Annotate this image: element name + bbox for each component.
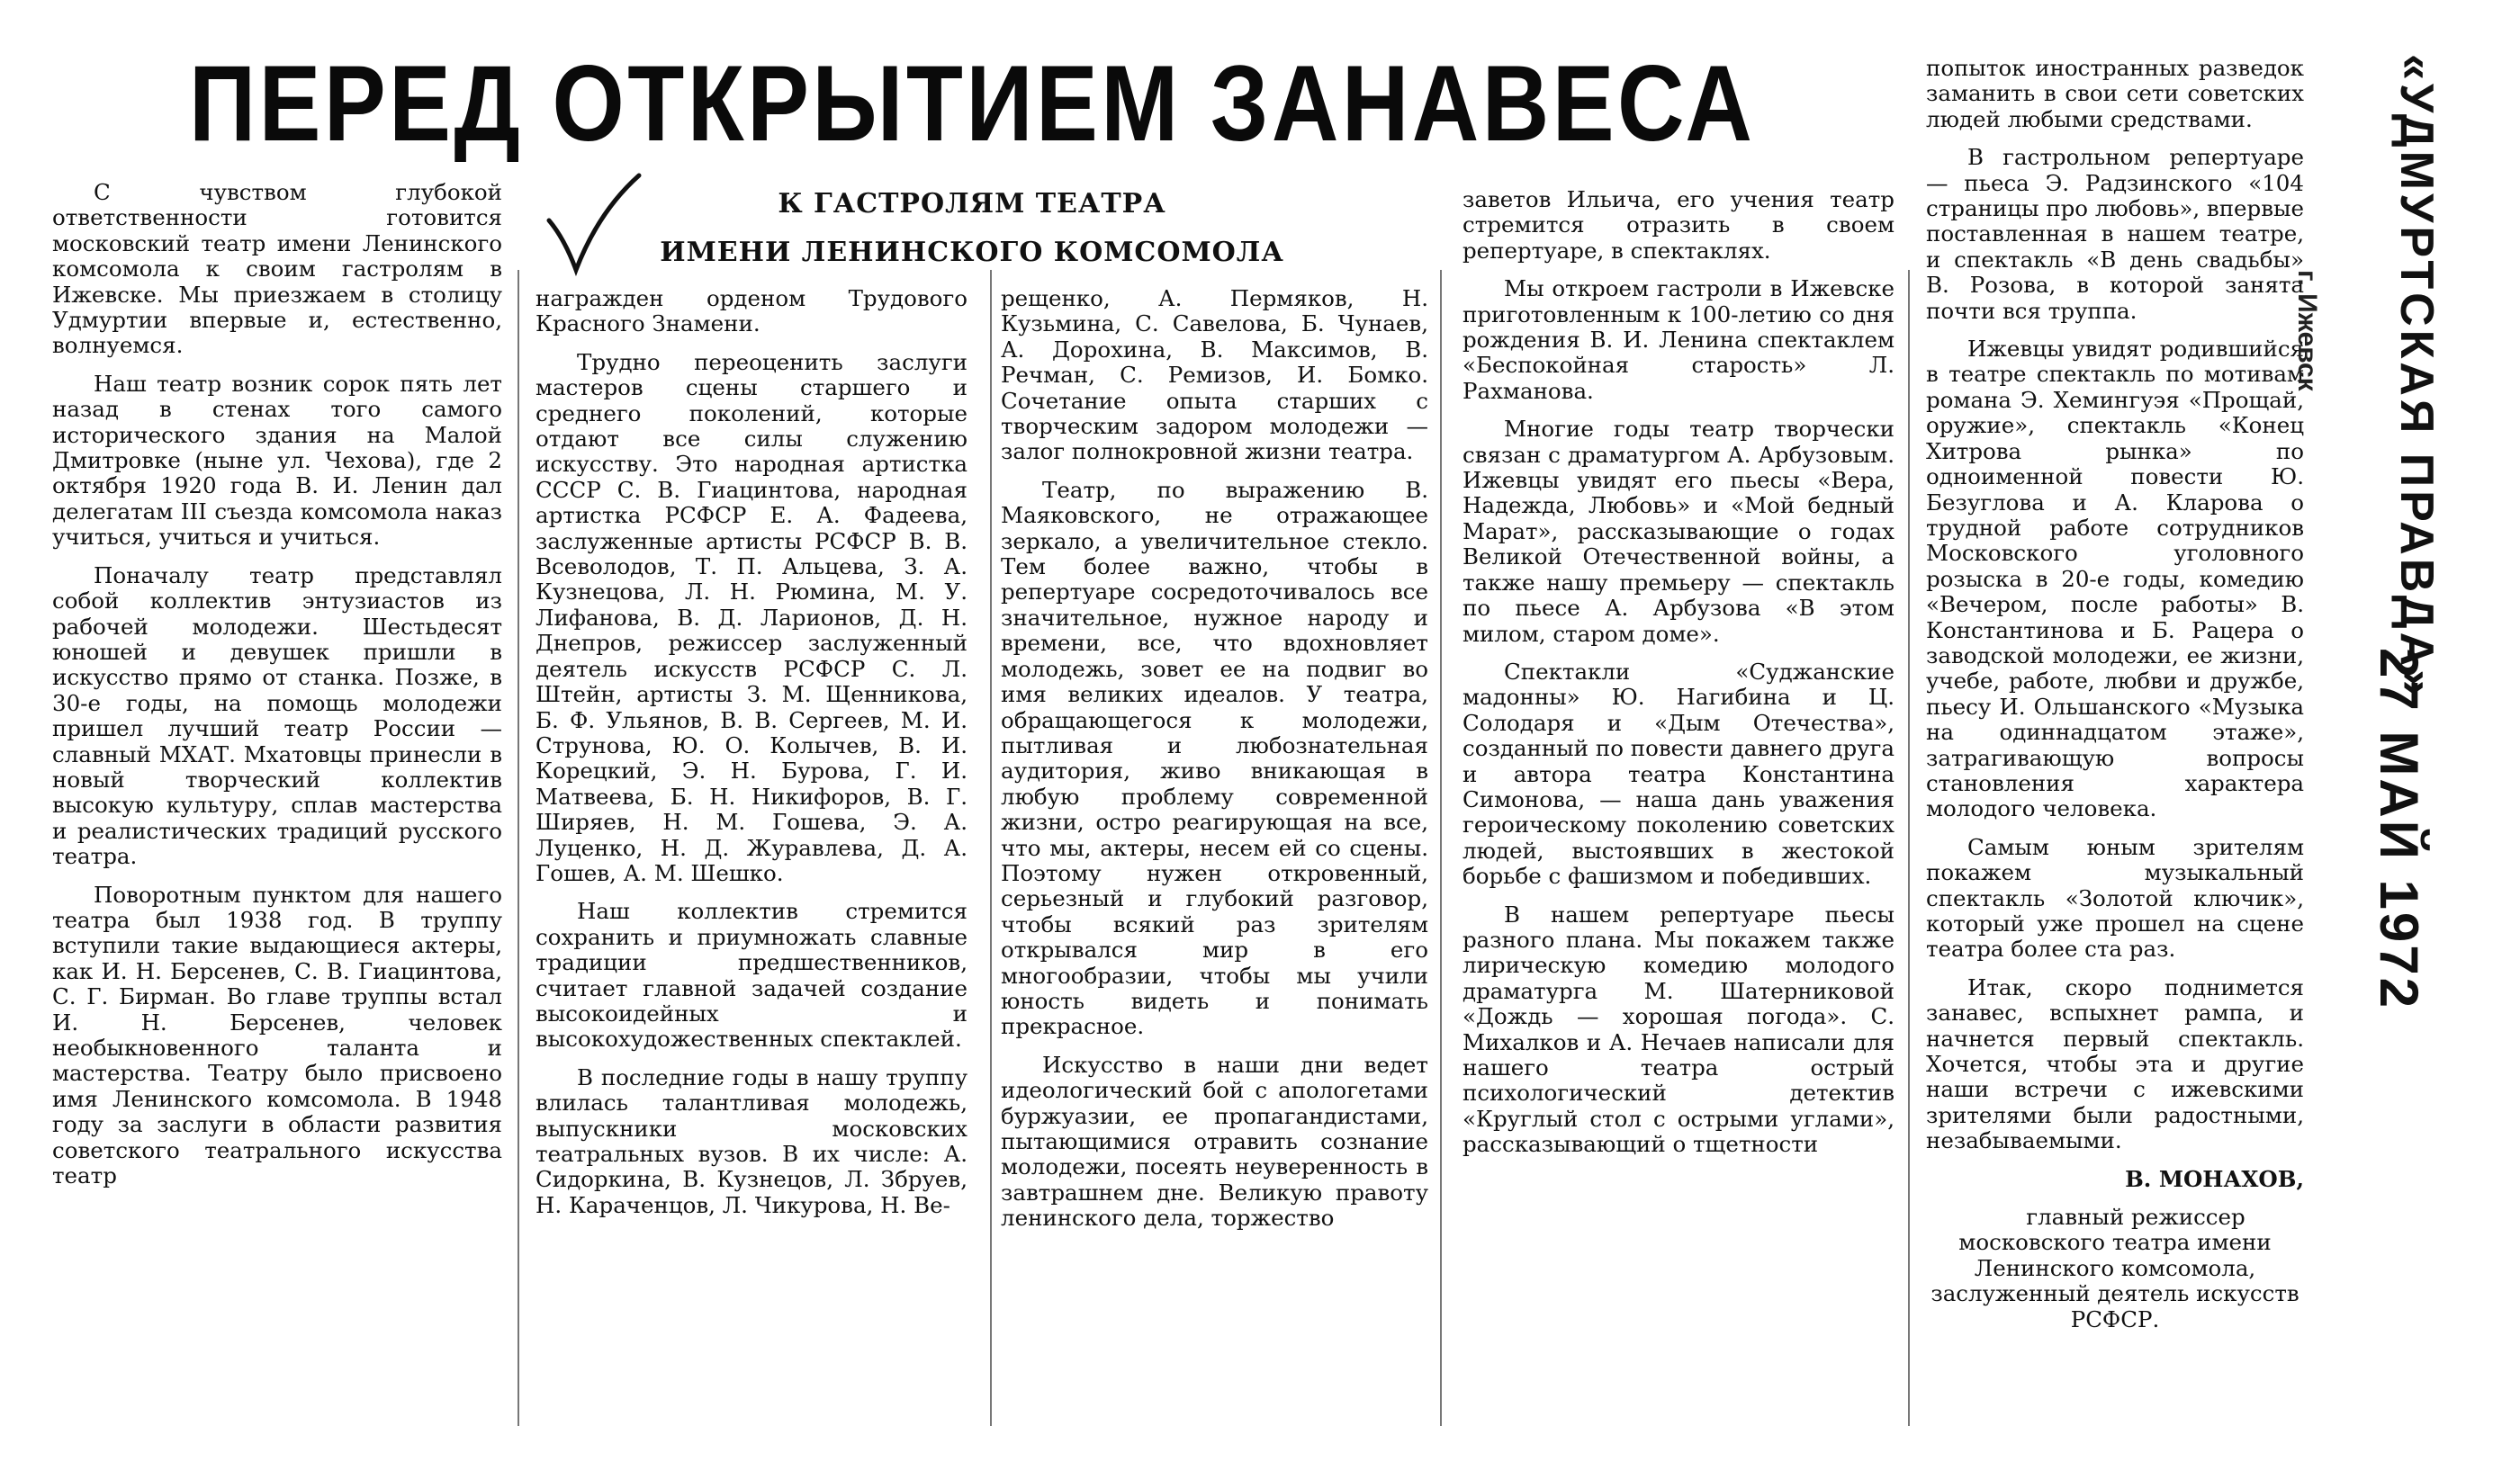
paragraph: Наш театр возник сорок пять лет назад в стенах того самого исторического здания на Малой Дмитровке (ныне ул. Чехова), где 2 октября 1920 года В. И. Ленин дал делегатам III съезда комсомола наказ учиться, учиться и учиться.: [52, 370, 502, 551]
paragraph: В последние годы в нашу труппу влилась талантливая молодежь, выпускники московских театральных вузов. В их числе: А. Сидоркина, В. Кузнецов, Л. Збруев, Н. Караченцов, Л. Чикурова, Н. Ве-: [536, 1063, 968, 1218]
article-column-2: [536, 286, 968, 1231]
paragraph: Спектакли «Суджанские мадонны» Ю. Нагибина и Ц. Солодаря и «Дым Отечества», созданный по повести давнего друга и автора театра Константина Симонова, — наша дань уважения героическому поколению советских людей, выстоявших в жестокой борьбе с фашизмом и победивших.: [1462, 658, 1894, 890]
column-rule: [518, 270, 519, 1426]
paragraph: заветов Ильича, его учения театр стремится отразить в своем репертуаре, в спектаклях.: [1462, 186, 1894, 264]
subheading: [648, 180, 1296, 277]
paragraph: Наш коллектив стремится сохранить и приумножать славные традиции предшественников, считает главной задачей создание высокоидейных и высокохудожественных спектаклей.: [536, 898, 968, 1053]
newspaper-name: «УДМУРТСКАЯ ПРАВДА»: [2390, 54, 2443, 700]
date-stamp: 27 МАЙ 1972: [2369, 648, 2429, 1010]
paragraph: награжден орденом Трудового Красного Знамени.: [536, 285, 968, 337]
article-column-1: [52, 180, 502, 1201]
stamp-city: г. Ижевск: [2292, 270, 2322, 391]
newspaper-name-stamp: [2354, 54, 2462, 700]
paragraph: В нашем репертуаре пьесы разного плана. Мы покажем также лирическую комедию молодого драматурга М. Шатерниковой «Дождь — хорошая погода». С. Михалков и А. Нечаев написали для нашего театра острый психологический детектив «Круглый стол с острыми углами», рассказывающий о тщетности: [1462, 901, 1894, 1158]
paragraph: Искусство в наши дни ведет идеологический бой с апологетами буржуазии, ее пропагандистами, пытающимися отравить сознание молодежи, посеять неуверенность в завтрашнем дне. Великую правоту ленинского дела, торжество: [1001, 1051, 1428, 1232]
paragraph: Мы откроем гастроли в Ижевске приготовленным к 100-летию со дня рождения В. И. Ленина спектаклем «Беспокойная старость» Л. Рахманова.: [1462, 275, 1894, 404]
column-rule: [990, 270, 992, 1426]
paragraph: Театр, по выражению В. Маяковского, не отражающее зеркало, а увеличительное стекло. Тем более важно, чтобы в репертуаре сосредоточивалось все значительное, нужное народу и времени, все, что вдохновляет молодежь, зовет ее на подвиг во имя великих идеалов. У театра, обращающегося к молодежи, пытливая и любознательная аудитория, живо вникающая в любую проблему современной жизни, остро реагирующая на все, что мы, актеры, несем ей со сцены. Поэтому нужен откровенный, серьезный и глубокий разговор, чтобы всякий раз зрителям открывался мир в его многообразии, чтобы мы учили юность видеть и понимать прекрасное.: [1001, 476, 1428, 1040]
paragraph: попыток иностранных разведок заманить в свои сети советских людей любыми средствами.: [1926, 55, 2304, 132]
author-role: главный режиссер московского театра имени Ленинского комсомола, заслуженный деятель искусств РСФСР.: [1930, 1204, 2300, 1332]
paragraph: В гастрольном репертуаре — пьеса Э. Радзинского «104 страницы про любовь», впервые поставленная в нашем театре, и спектакль «В день свадьбы» В. Розова, в которой занята почти вся труппа.: [1926, 144, 2305, 324]
column-rule: [1440, 270, 1442, 1426]
subheading-line-2: ИМЕНИ ЛЕНИНСКОГО КОМСОМОЛА: [660, 237, 1284, 268]
paragraph: Ижевцы увидят родившийся в театре спектакль по мотивам романа Э. Хемингуэя «Прощай, оружие», спектакль «Конец Хитрова рынка» по одноименной повести Ю. Безуглова и А. Кларова о трудной работе сотрудников Московского уголовного розыска в 20-е годы, комедию «Вечером, после работы» В. Константинова и Б. Рацера о заводской молодежи, ее жизни, учебе, работе, любви и дружбе, пьесу И. Ольшанского «Музыка на одиннадцатом этаже», затрагивающую вопросы становления характера молодого человека.: [1926, 336, 2304, 822]
paragraph: Итак, скоро поднимется занавес, вспыхнет рампа, и начнется первый спектакль. Хочется, чтобы эта и другие наши встречи с ижевскими зрителями были радостными, незабываемыми.: [1926, 973, 2304, 1154]
article-column-3: [1001, 286, 1428, 1244]
paragraph: Поворотным пунктом для нашего театра был 1938 год. В труппу вступили такие выдающиеся актеры, как И. Н. Берсенев, С. В. Гиацинтова, С. Г. Бирман. Во главе труппы встал И. Н. Берсенев, человек необыкновенного таланта и мастерства. Театру было присвоено имя Ленинского комсомола. В 1948 году за заслуги в области развития советского театрального искусства театр: [52, 881, 502, 1189]
paragraph: С чувством глубокой ответственности готовится московский театр имени Ленинского комсомола к своим гастролям в Ижевске. Мы приезжаем в столицу Удмуртии впервые и, естественно, волнуемся.: [52, 179, 502, 359]
paragraph: Трудно переоценить заслуги мастеров сцены старшего и среднего поколений, которые отдают все силы служению искусству. Это народная артистка СССР С. В. Гиацинтова, народная артистка РСФСР Е. А. Фадеева, заслуженные артисты РСФСР В. В. Всеволодов, Т. П. Альцева, З. А. Кузнецова, Л. Н. Рюмина, М. У. Лифанова, В. Д. Ларионов, Д. Н. Днепров, режиссер заслуженный деятель искусств РСФСР С. Л. Штейн, артисты З. М. Щенникова, Б. Ф. Ульянов, В. В. Сергеев, М. И. Струнова, Ю. О. Колычев, В. И. Корецкий, Э. Н. Бурова, Г. И. Матвеева, Б. Н. Никифоров, В. Г. Ширяев, Н. М. Гошева, Э. А. Луценко, Н. Д. Журавлева, Д. А. Гошев, А. М. Шешко.: [536, 348, 968, 886]
paragraph: рещенко, А. Пермяков, Н. Кузьмина, С. Савелова, Б. Чунаев, А. Дорохина, В. Максимов, В. Речман, С. Ремизов, И. Бомко. Сочетание опыта старших с творческим задором молодежи — залог полнокровной жизни театра.: [1001, 285, 1428, 465]
handwritten-checkmark: [544, 171, 644, 279]
subheading-line-1: К ГАСТРОЛЯМ ТЕАТРА: [778, 188, 1166, 220]
article-column-5: [1926, 56, 2304, 1345]
article-column-4: [1462, 187, 1894, 1171]
paragraph: Самым юным зрителям покажем музыкальный спектакль «Золотой ключик», который уже прошел на сцене театра более ста раз.: [1926, 833, 2304, 963]
column-rule: [1908, 270, 1910, 1426]
headline: ПЕРЕД ОТКРЫТИЕМ ЗАНАВЕСА: [189, 43, 1756, 164]
paragraph: Поначалу театр представлял собой коллектив энтузиастов из рабочей молодежи. Шестьдесят юношей и девушек пришли в искусство прямо от станка. Позже, в 30-е годы, на помощь молодежи пришел лучший театр России — славный МХАТ. Мхатовцы принесли в новый творческий коллектив высокую культуру, сплав мастерства и реалистических традиций русского театра.: [52, 561, 502, 870]
paragraph: Многие годы театр творчески связан с драматургом А. Арбузовым. Ижевцы увидят его пьесы «Вера, Надежда, Любовь» и «Мой бедный Марат», рассказывающие о годах Великой Отечественной войны, а также нашу премьеру — спектакль по пьесе А. Арбузова «В этом милом, старом доме».: [1462, 416, 1894, 647]
author-name: В. МОНАХОВ,: [2125, 1165, 2304, 1192]
